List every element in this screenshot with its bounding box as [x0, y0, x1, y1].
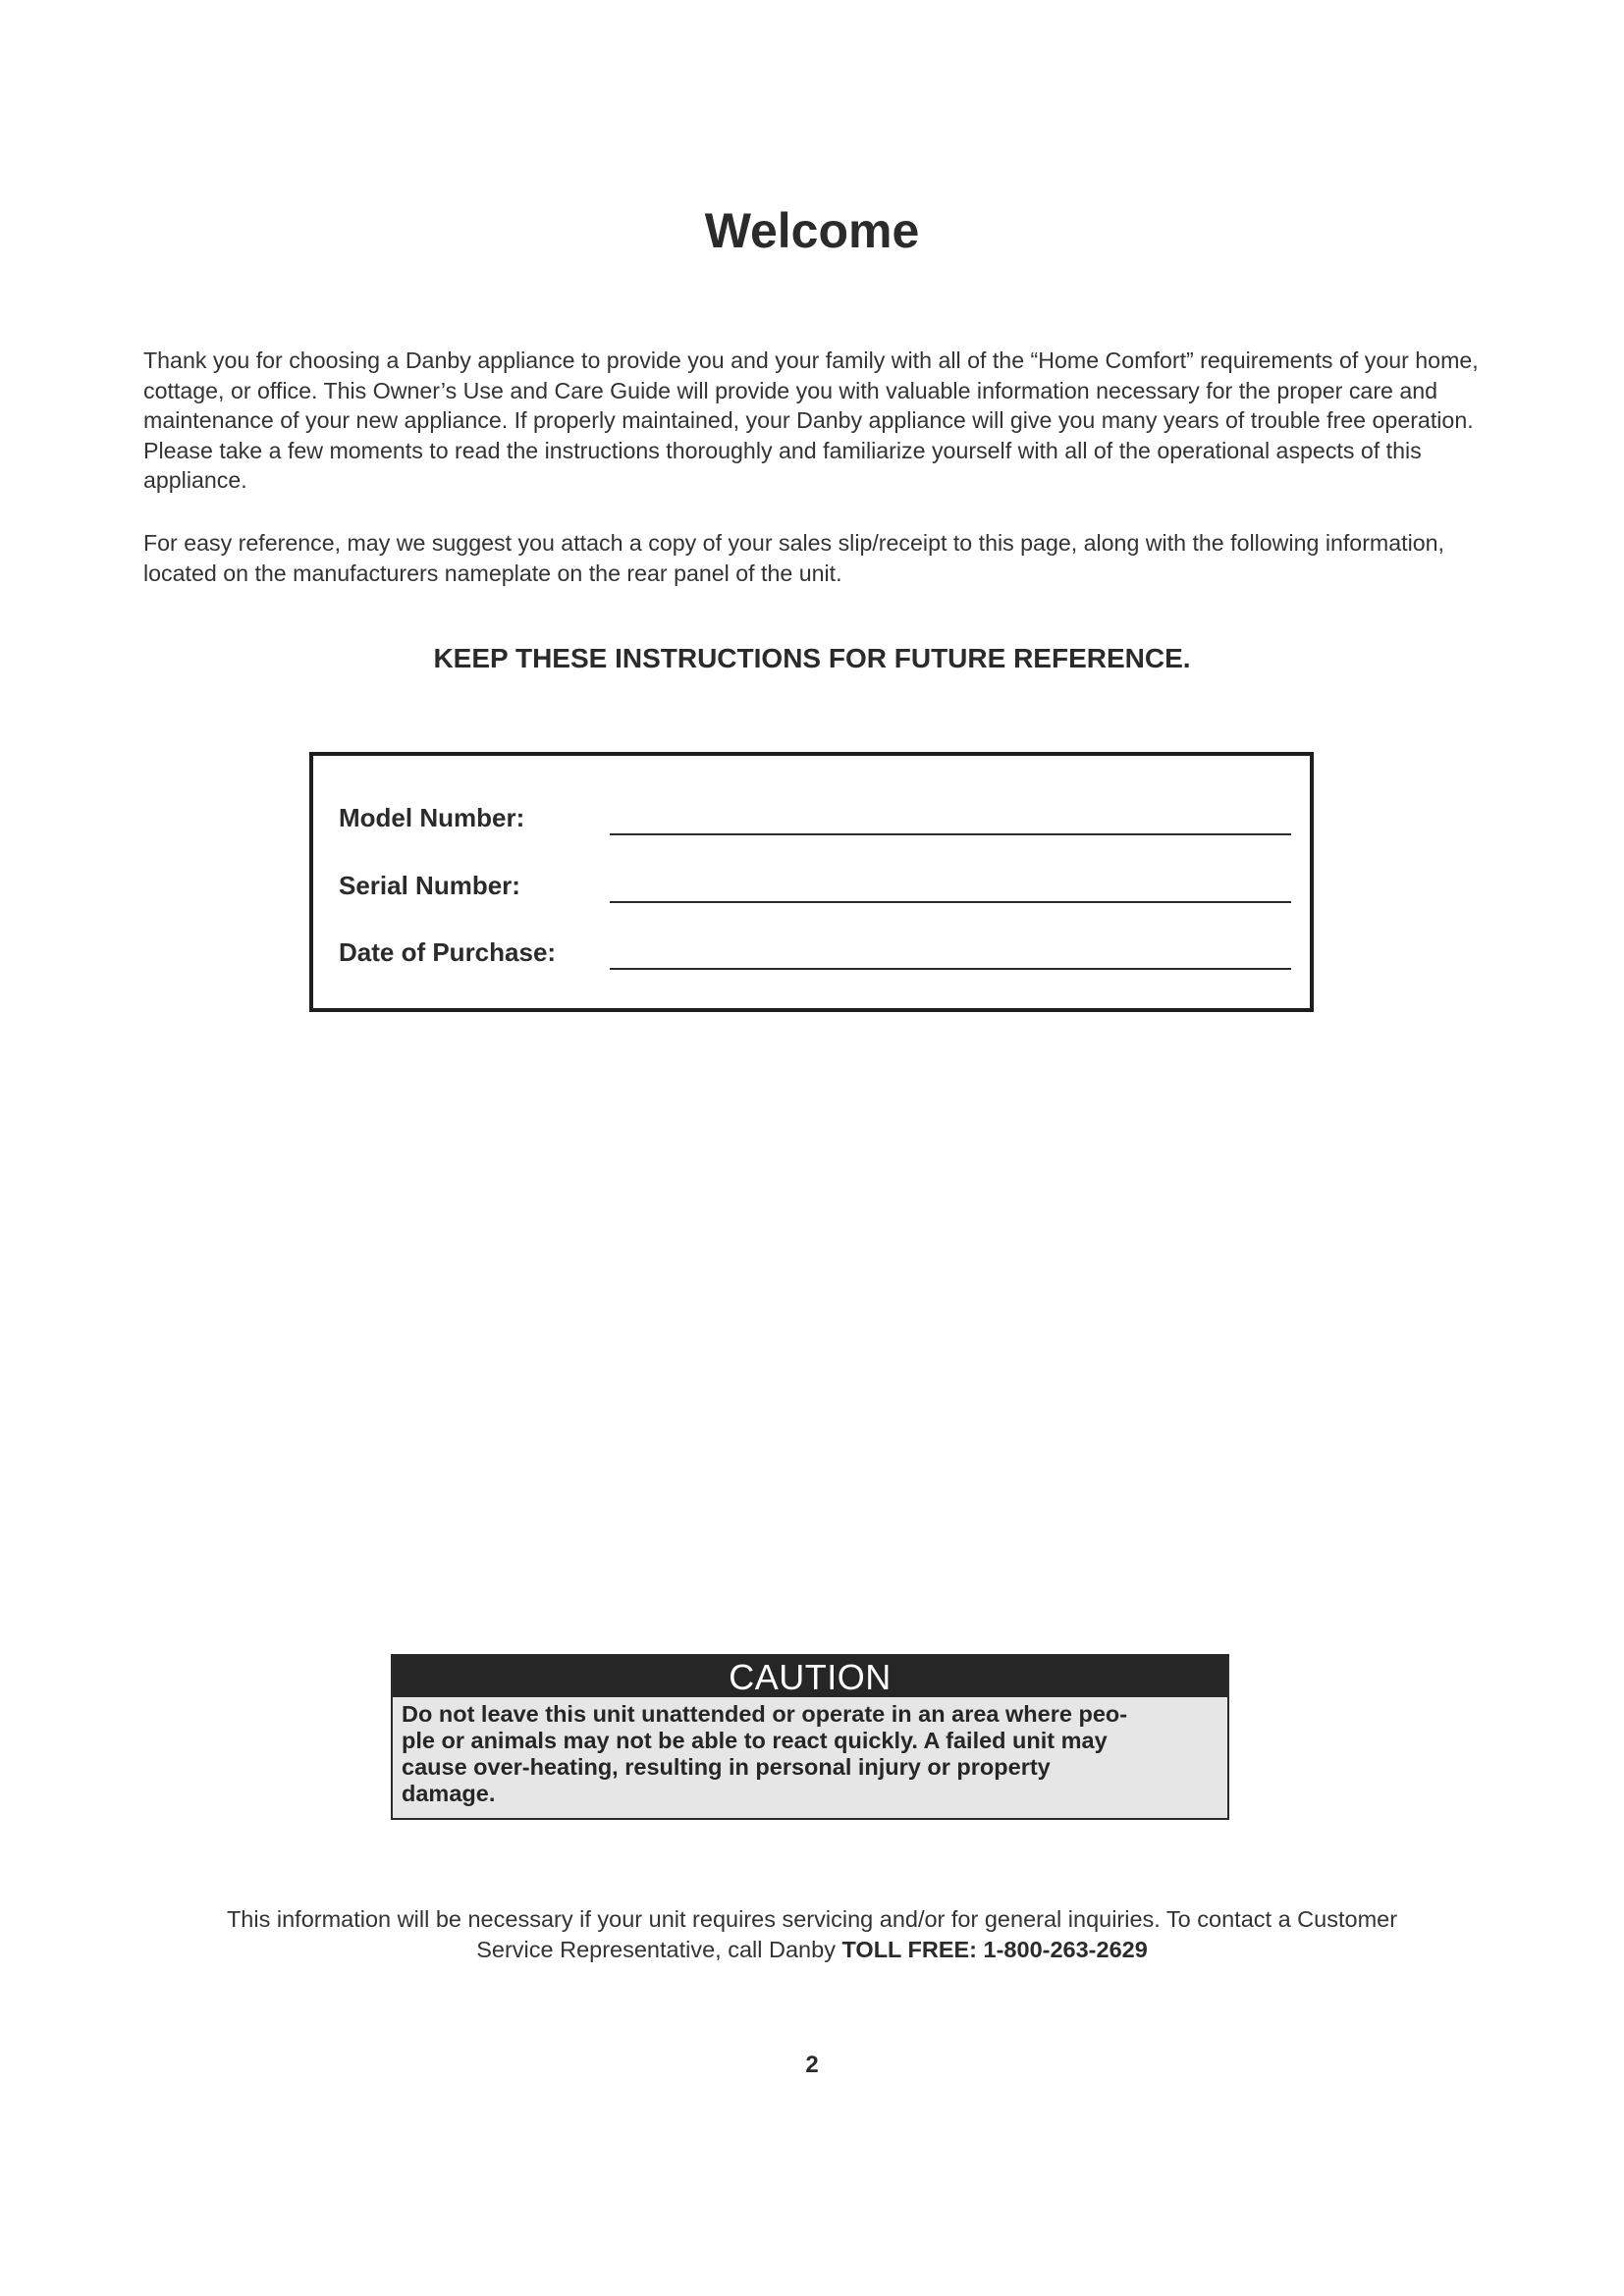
contact-info — [0, 1904, 1624, 1964]
reference-paragraph: For easy reference, may we suggest you attach a copy of your sales slip/receipt to this page, along with the following information, located on the manufacturers nameplate on the rear panel of the unit. — [143, 530, 1444, 586]
keep-instructions-notice: KEEP THESE INSTRUCTIONS FOR FUTURE REFERENCE. — [433, 643, 1191, 673]
page-title: Welcome — [704, 203, 920, 258]
caution-line: cause over-heating, resulting in personal injury or property — [402, 1754, 1051, 1780]
serial-number-row — [339, 866, 1291, 905]
date-of-purchase-label: Date of Purchase: — [339, 937, 557, 967]
caution-text — [393, 1697, 1227, 1807]
caution-heading: CAUTION — [393, 1656, 1227, 1697]
contact-line-2 — [0, 1935, 1624, 1965]
contact-line-1: This information will be necessary if your unit requires servicing and/or for general inquiries. To contact a Customer — [226, 1906, 1398, 1932]
caution-line: Do not leave this unit unattended or operate in an area where peo- — [402, 1701, 1128, 1727]
toll-free-number: TOLL FREE: 1-800-263-2629 — [841, 1936, 1148, 1962]
page-number: 2 — [805, 2052, 819, 2078]
model-number-label: Model Number: — [339, 803, 525, 832]
product-info-box — [309, 752, 1314, 1012]
serial-number-label: Serial Number: — [339, 871, 520, 900]
model-number-blank-line — [610, 833, 1291, 835]
serial-number-blank-line — [610, 901, 1291, 903]
contact-line-2-text: Service Representative, call Danby — [476, 1936, 842, 1962]
caution-line: damage. — [402, 1781, 496, 1806]
model-number-row — [339, 798, 1291, 837]
caution-line: ple or animals may not be able to react quickly. A failed unit may — [402, 1728, 1108, 1753]
caution-box — [391, 1654, 1229, 1820]
date-of-purchase-blank-line — [610, 968, 1291, 970]
date-of-purchase-row — [339, 933, 1291, 972]
intro-paragraph: Thank you for choosing a Danby appliance to provide you and your family with all of the “Home Comfort” requirements of your home, cottage, or office. This Owner’s Use and Care Guide will provide you with valuable information necessary for the proper care and maintenance of your new appliance. If properly maintained, your Danby appliance will give you many years of trouble free operation. Please take a few moments to read the instructions thoroughly and familiarize yourself with all of the operational aspects of this appliance. — [143, 347, 1479, 494]
